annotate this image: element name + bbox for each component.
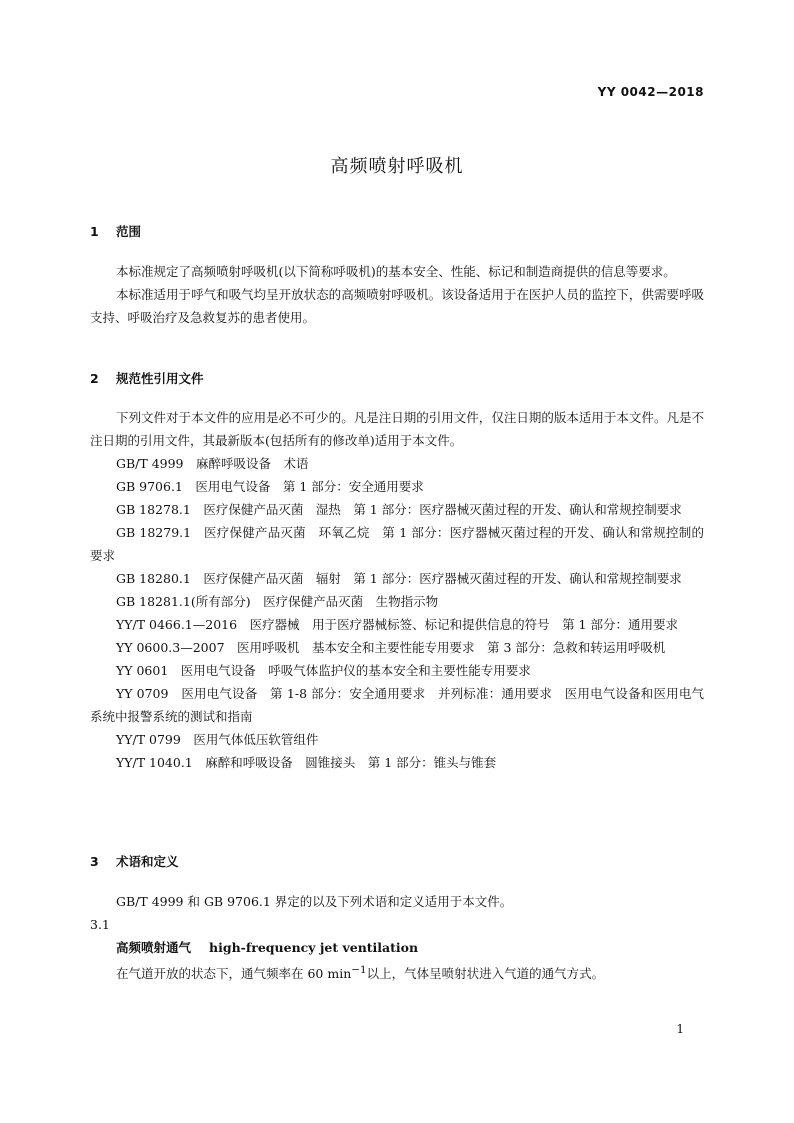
reference-item: YY 0600.3—2007 医用呼吸机 基本安全和主要性能专用要求 第 3 部分：急救和转运用呼吸机 [116, 640, 666, 655]
page-number: 1 [676, 1022, 684, 1036]
reference-item: GB 18280.1 医疗保健产品灭菌 辐射 第 1 部分：医疗器械灭菌过程的开发、确认和常规控制要求 [116, 571, 682, 586]
section-number: 1 [90, 224, 99, 239]
term-chinese: 高频喷射通气 [116, 940, 192, 955]
section-2-body [90, 406, 704, 774]
reference-item: YY 0709 医用电气设备 第 1-8 部分：安全通用要求 并列标准：通用要求 医用电气设备和医用电气系统中报警系统的测试和指南 [90, 686, 704, 724]
reference-item: YY 0601 医用电气设备 呼吸气体监护仪的基本安全和主要性能专用要求 [116, 663, 531, 678]
paragraph: GB/T 4999 和 GB 9706.1 界定的以及下列术语和定义适用于本文件。 [116, 894, 513, 909]
section-number: 2 [90, 371, 99, 386]
reference-item: GB 18279.1 医疗保健产品灭菌 环氧乙烷 第 1 部分：医疗器械灭菌过程的开发、确认和常规控制的要求 [90, 525, 704, 563]
section-3-body [90, 890, 704, 985]
definition-text: 在气道开放的状态下，通气频率在 60 min [116, 966, 352, 982]
paragraph: 本标准规定了高频喷射呼吸机(以下简称呼吸机)的基本安全、性能、标记和制造商提供的信息等要求。 [116, 264, 676, 279]
clause-number: 3.1 [90, 917, 110, 932]
section-2-heading [90, 369, 204, 387]
document-title: 高频喷射呼吸机 [330, 156, 464, 177]
reference-item: GB/T 4999 麻醉呼吸设备 术语 [116, 456, 309, 471]
term-definition [90, 959, 704, 985]
superscript: −1 [351, 964, 367, 976]
section-1-body [90, 260, 704, 329]
section-title: 规范性引用文件 [116, 371, 204, 386]
section-title: 范围 [116, 224, 142, 239]
reference-item: GB 18281.1(所有部分) 医疗保健产品灭菌 生物指示物 [116, 594, 439, 609]
standard-code: YY 0042—2018 [597, 85, 704, 99]
section-number: 3 [90, 854, 99, 869]
paragraph: 下列文件对于本文件的应用是必不可少的。凡是注日期的引用文件，仅注日期的版本适用于本文件。凡是不注日期的引用文件，其最新版本(包括所有的修改单)适用于本文件。 [90, 410, 704, 448]
definition-text: 以上，气体呈喷射状进入气道的通气方式。 [366, 966, 605, 982]
reference-item: GB 18278.1 医疗保健产品灭菌 湿热 第 1 部分：医疗器械灭菌过程的开发、确认和常规控制要求 [116, 502, 682, 517]
reference-item: YY/T 0799 医用气体低压软管组件 [116, 732, 319, 747]
reference-item: YY/T 0466.1—2016 医疗器械 用于医疗器械标签、标记和提供信息的符号 第 1 部分：通用要求 [116, 617, 678, 632]
term-heading [90, 936, 704, 959]
reference-item: YY/T 1040.1 麻醉和呼吸设备 圆锥接头 第 1 部分：锥头与锥套 [116, 755, 497, 770]
section-3-heading [90, 852, 179, 870]
reference-item: GB 9706.1 医用电气设备 第 1 部分：安全通用要求 [116, 479, 424, 494]
term-english: high-frequency jet ventilation [209, 940, 419, 955]
section-title: 术语和定义 [116, 854, 179, 869]
paragraph: 本标准适用于呼气和吸气均呈开放状态的高频喷射呼吸机。该设备适用于在医护人员的监控下，供需要呼吸支持、呼吸治疗及急救复苏的患者使用。 [90, 287, 704, 325]
section-1-heading [90, 222, 141, 240]
